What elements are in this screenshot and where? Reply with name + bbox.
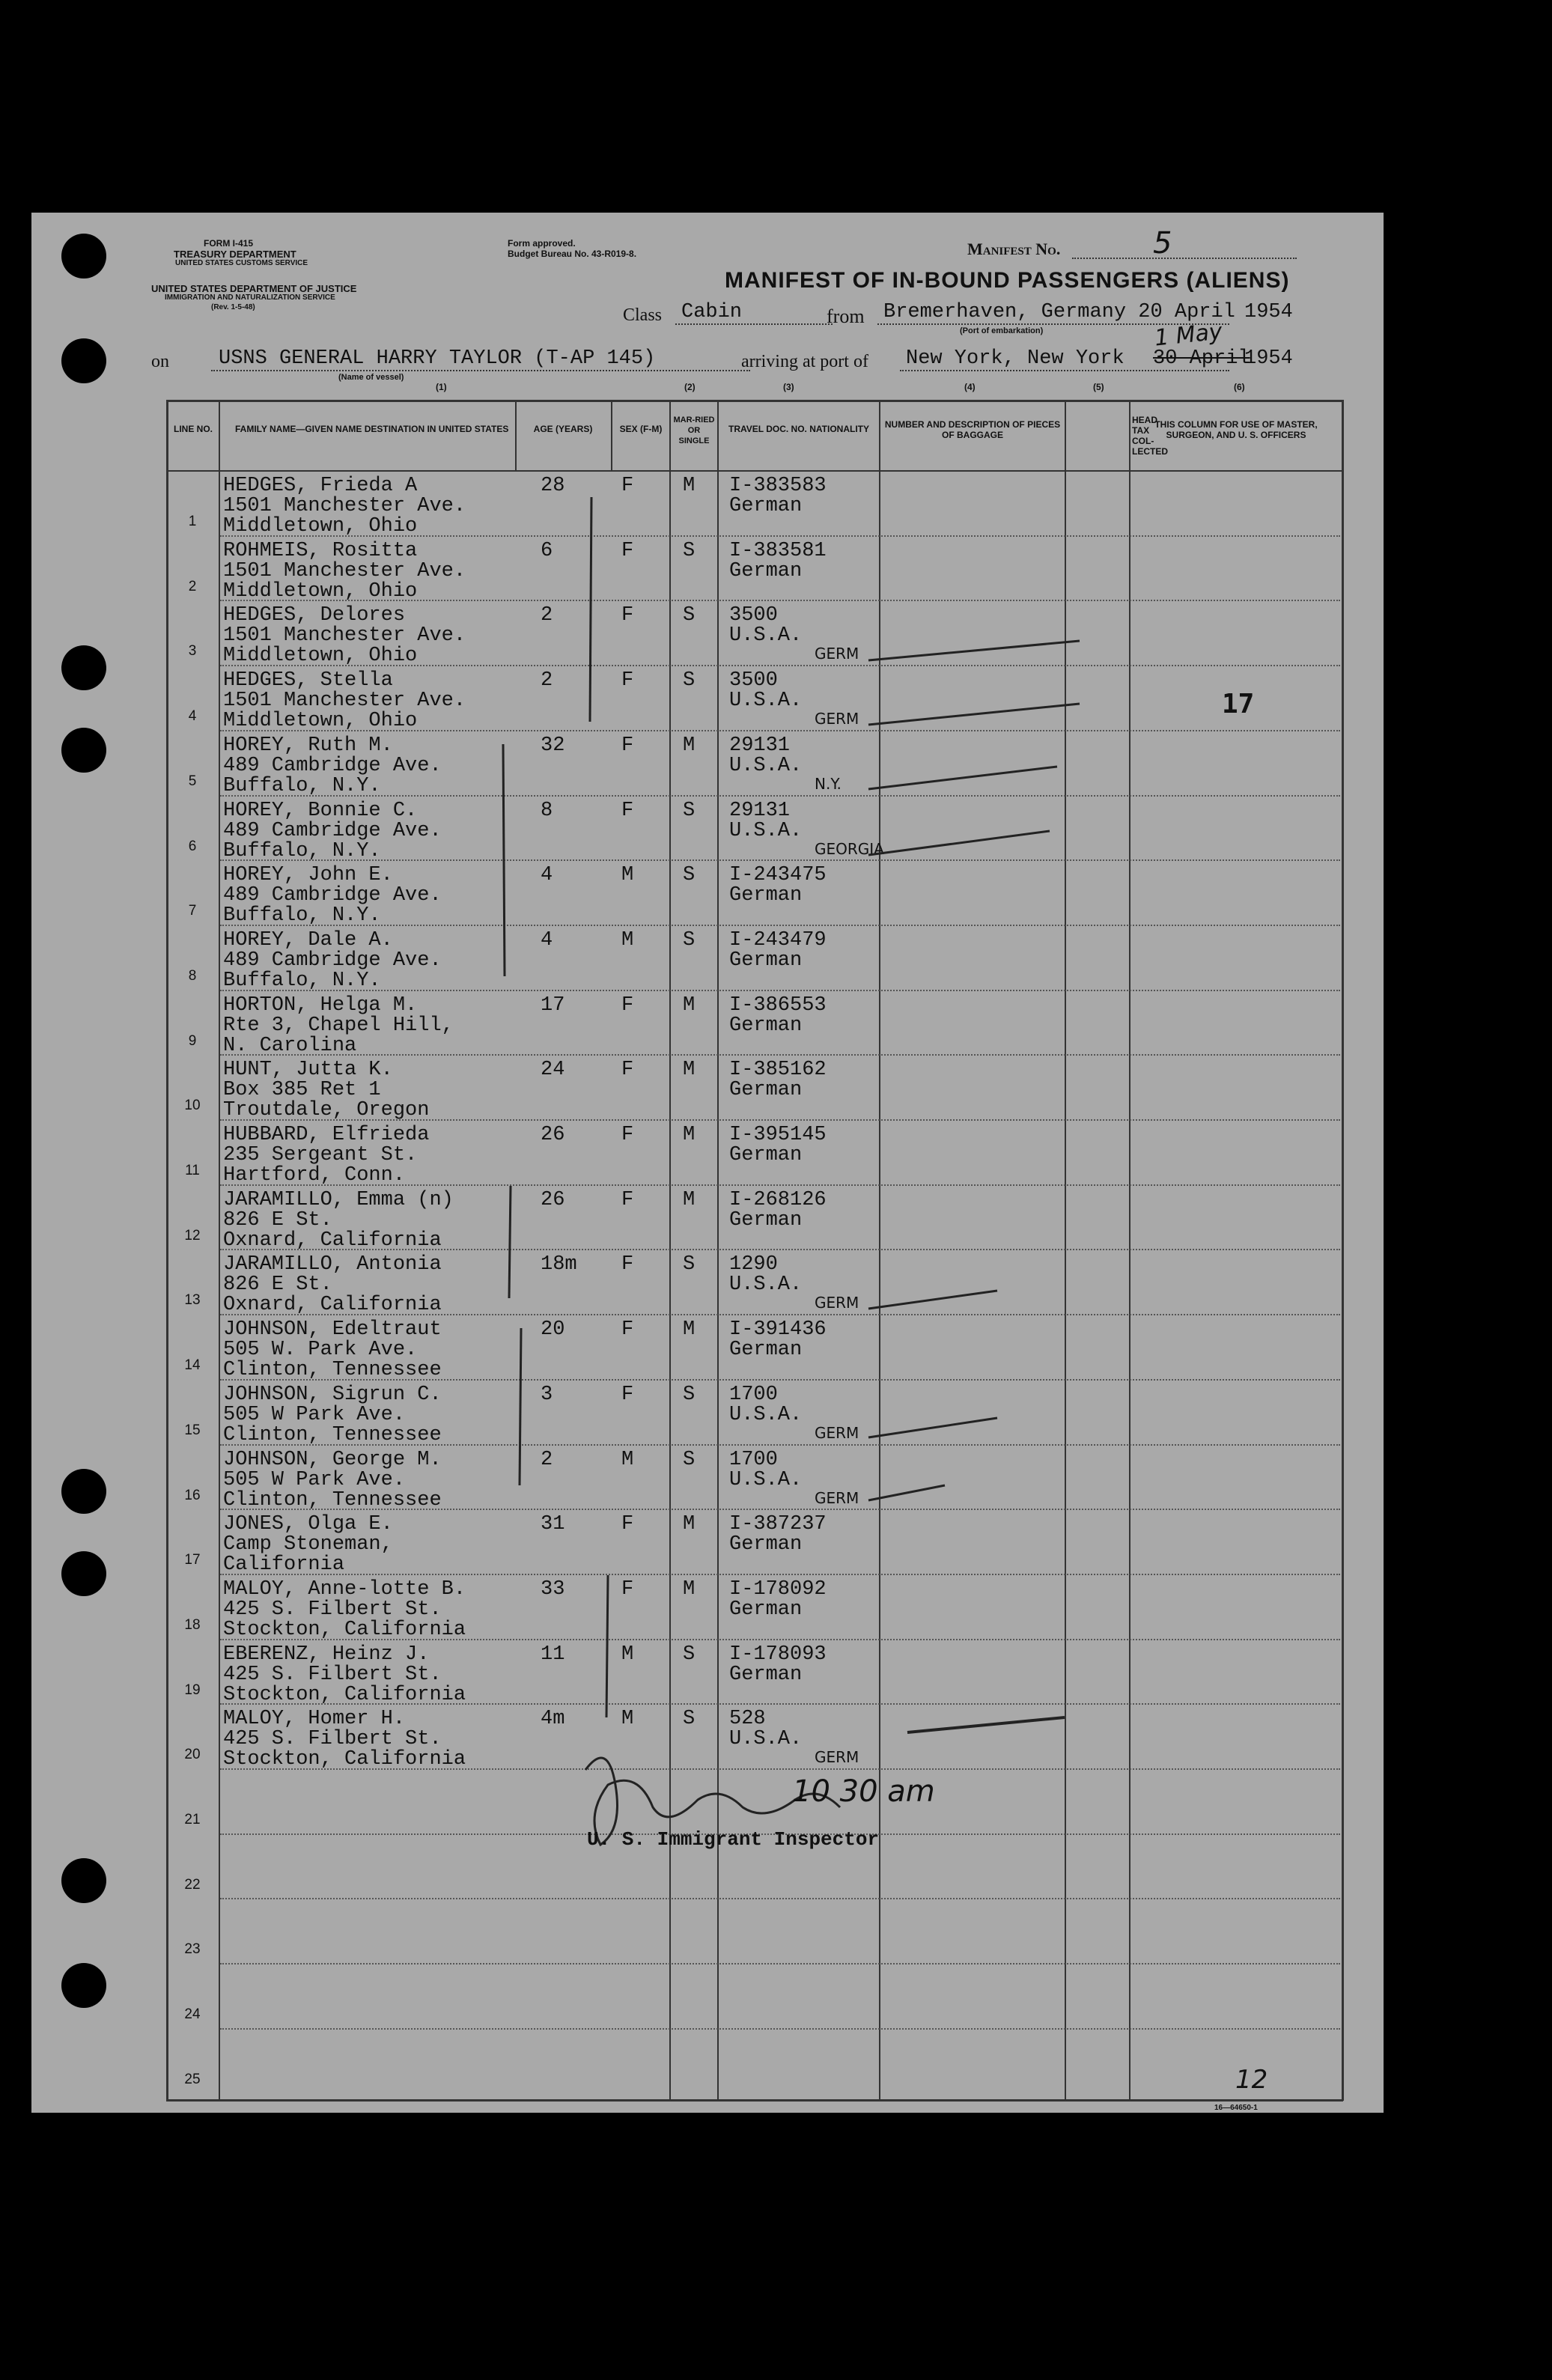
col-num-5: (5) bbox=[1093, 382, 1104, 392]
passenger-marital: M bbox=[683, 475, 696, 497]
passenger-name: HOREY, Ruth M. bbox=[223, 734, 393, 757]
travel-doc-number: I-386553 bbox=[729, 993, 827, 1017]
passenger-address: 505 W Park Ave. bbox=[223, 1468, 406, 1491]
passenger-age: 2 bbox=[541, 669, 553, 693]
row-line-number: 7 bbox=[188, 903, 197, 919]
col-header-age: AGE (YEARS) bbox=[533, 424, 593, 434]
handwritten-note: GERM bbox=[815, 645, 859, 663]
travel-doc-number: I-391436 bbox=[729, 1318, 827, 1342]
passenger-nationality: U.S.A. bbox=[729, 1728, 803, 1751]
passenger-name: HOREY, Dale A. bbox=[223, 928, 393, 952]
passenger-city: Middletown, Ohio bbox=[223, 515, 418, 538]
passenger-marital: S bbox=[683, 1253, 696, 1276]
travel-doc-number: I-178093 bbox=[729, 1643, 827, 1666]
passenger-city: Buffalo, N.Y. bbox=[223, 839, 381, 862]
passenger-address: Camp Stoneman, bbox=[223, 1533, 393, 1556]
passenger-nationality: German bbox=[729, 559, 803, 582]
col-num-6: (6) bbox=[1234, 382, 1245, 392]
passenger-address: 235 Sergeant St. bbox=[223, 1144, 418, 1166]
passenger-nationality: German bbox=[729, 1014, 803, 1037]
manifest-sheet: FORM I-415 TREASURY DEPARTMENT UNITED STATES CUSTOMS SERVICE UNITED STATES DEPARTMENT OF JUSTICE IMMIGRATION AND NATURALIZATION SERVICE (Rev. 1-5-48) Form approved. Budget Bureau No. 43-R019-8. Manifest No. 5 MANIFEST OF IN-BOUND PASSENGERS (ALIENS) Class Cabin from Bremerhaven, Germany 20 April 1954 (Port of embarkation) on USNS GENERAL HARRY TAYLOR (T-AP 145) (Name of vessel) arriving at port of New York, New York 30 April 1 May 1954 (1) (2) (3) (4) (5) (6) LINE NO. FAMILY NAME—GIVEN NAME DESTINATION IN UNITED STATES AGE (YEARS) SEX (F-M) MAR-RIED OR SINGLE TRAVEL DOC. NO. NATIONALITY NUMBER AND DESCRIPTION OF PIECES OF BAGGAGE HEAD TAX COL-LECTED THIS COLUMN FOR USE OF MASTER, SURGEON, AND U. S. OFFICERS 1 HEDGES, Frieda A 1501 Manchester Ave. Middletown, Ohio 28 F M I-383583 German 2 ROHMEIS, Rositta 1501 Manchester Ave. Middletown, Ohio 6 F S I-383581 German 3 HEDGES, Delores 1501 Manchester Ave. Middletown, Ohio 2 F S 3500 U.S.A. GERM 4 HEDGES, Stella 1501 Manchester Ave. Middletown, Ohio 2 F S 3500 U.S.A. GERM 5 HOREY, Ruth M. 489 Cambridge Ave. Buffalo, N.Y. 32 F M 29131 U.S.A. N.Y. 6 HOREY, Bonnie C. 489 Cambridge Ave. Buffalo, N.Y. 8 F S 29131 U.S.A. GEORGIA 7 HOREY, John E. 489 Cambridge Ave. Buffalo, N.Y. 4 M S I-243475 German 8 HOREY, Dale A. 489 Cambridge Ave. Buffalo, N.Y. 4 M S I-243479 German 9 HORTON, Helga M. Rte 3, Chapel Hill, N. Carolina 17 F M I-386553 German 10 HUNT, Jutta K. Box 385 Ret 1 Troutdale, Oregon 24 F M I-385162 German 11 HUBBARD, Elfrieda 235 Sergeant St. Hartford, Conn. 26 F M I-395145 German 12 JARAMILLO, Emma (n) 826 E St. Oxnard, California 26 F M I-268126 German 13 JARAMILLO, Antonia 826 E St. Oxnard, California 18m F S 1290 U.S.A. GERM 14 JOHNSON, Edeltraut 505 W. Park Ave. Clinton, Tennessee 20 F M I-391436 German 15 JOHNSON, Sigrun C. 505 W Park Ave. Clinton, Tennessee 3 F S 1700 U.S.A. GERM 16 JOHNSON, George M. 505 W Park Ave. Clinton, Tennessee 2 M S 1700 U.S.A. GERM 17 JONES, Olga E. Camp Stoneman, California 31 F M I-387237 German 18 MALOY, Anne-lotte B. 425 S. Filbert St. Stockton, California 33 F M I-178092 German 19 EBERENZ, Heinz J. 425 S. Filbert St. Stockton, California 11 M S I-178093 German 20 MALOY, Homer H. 425 S. Filbert St. Stockton, California 4m M S 528 U.S.A. GERM 21 22 23 24 25 17 10 30 am U. S. Immigrant Inspector 12 16—64650-1 bbox=[31, 213, 1384, 2113]
passenger-sex: F bbox=[621, 1383, 634, 1406]
arrival-date-handwritten: 1 May bbox=[1153, 318, 1224, 352]
passenger-city: Hartford, Conn. bbox=[223, 1164, 406, 1187]
row-line-number: 2 bbox=[188, 578, 197, 594]
class-value: Cabin bbox=[681, 301, 743, 323]
strike-mark bbox=[868, 641, 1080, 660]
arriving-label: arriving at port of bbox=[741, 352, 868, 371]
passenger-nationality: German bbox=[729, 1079, 803, 1102]
passenger-name: HORTON, Helga M. bbox=[223, 993, 418, 1017]
passenger-nationality: U.S.A. bbox=[729, 1403, 803, 1426]
passenger-city: Middletown, Ohio bbox=[223, 579, 418, 603]
passenger-address: Box 385 Ret 1 bbox=[223, 1079, 381, 1102]
passenger-sex: M bbox=[621, 1448, 634, 1471]
passenger-address: 1501 Manchester Ave. bbox=[223, 624, 466, 648]
passenger-age: 26 bbox=[541, 1124, 565, 1146]
passenger-address: 1501 Manchester Ave. bbox=[223, 495, 466, 517]
travel-doc-number: I-243475 bbox=[729, 864, 827, 887]
passenger-age: 8 bbox=[541, 799, 553, 822]
travel-doc-number: 3500 bbox=[729, 669, 778, 693]
passenger-address: 425 S. Filbert St. bbox=[223, 1663, 442, 1686]
passenger-age: 3 bbox=[541, 1383, 553, 1406]
passenger-nationality: German bbox=[729, 1598, 803, 1621]
passenger-name: JARAMILLO, Emma (n) bbox=[223, 1188, 454, 1211]
passenger-name: HUBBARD, Elfrieda bbox=[223, 1124, 430, 1146]
vessel-caption: (Name of vessel) bbox=[338, 373, 404, 382]
passenger-marital: S bbox=[683, 1708, 696, 1731]
passenger-marital: M bbox=[683, 734, 696, 757]
passenger-age: 4 bbox=[541, 928, 553, 952]
row-line-number: 8 bbox=[188, 967, 197, 984]
passenger-marital: S bbox=[683, 1643, 696, 1666]
arrival-date-struck: 30 April bbox=[1153, 347, 1250, 370]
col-header-officers: THIS COLUMN FOR USE OF MASTER, SURGEON, AND U. S. OFFICERS bbox=[1154, 419, 1318, 440]
passenger-age: 33 bbox=[541, 1577, 565, 1601]
passenger-name: HEDGES, Frieda A bbox=[223, 475, 418, 497]
from-label: from bbox=[827, 305, 865, 327]
passenger-sex: F bbox=[621, 475, 634, 497]
passenger-marital: M bbox=[683, 1124, 696, 1146]
travel-doc-number: I-268126 bbox=[729, 1188, 827, 1211]
passenger-name: EBERENZ, Heinz J. bbox=[223, 1643, 430, 1666]
col-num-3: (3) bbox=[783, 382, 794, 392]
travel-doc-number: 1700 bbox=[729, 1448, 778, 1471]
passenger-marital: S bbox=[683, 1448, 696, 1471]
col-header-line-no: LINE NO. bbox=[173, 424, 213, 434]
travel-doc-number: I-395145 bbox=[729, 1124, 827, 1146]
passenger-address: 826 E St. bbox=[223, 1208, 332, 1232]
passenger-marital: M bbox=[683, 1513, 696, 1536]
passenger-marital: M bbox=[683, 1318, 696, 1342]
travel-doc-number: I-387237 bbox=[729, 1513, 827, 1536]
bracket-mark bbox=[520, 1328, 521, 1485]
col-num-2: (2) bbox=[684, 382, 696, 392]
passenger-sex: F bbox=[621, 1253, 634, 1276]
passenger-marital: S bbox=[683, 928, 696, 952]
passenger-city: Clinton, Tennessee bbox=[223, 1488, 442, 1512]
row-line-number: 12 bbox=[184, 1227, 201, 1244]
passenger-sex: F bbox=[621, 1124, 634, 1146]
row-line-number: 16 bbox=[184, 1487, 201, 1503]
passenger-nationality: U.S.A. bbox=[729, 1273, 803, 1297]
row-line-number: 5 bbox=[188, 773, 197, 789]
passenger-sex: F bbox=[621, 1577, 634, 1601]
passenger-nationality: German bbox=[729, 949, 803, 972]
form-number: FORM I-415 bbox=[204, 238, 254, 249]
passenger-marital: S bbox=[683, 1383, 696, 1406]
passenger-sex: F bbox=[621, 669, 634, 693]
col-header-baggage: NUMBER AND DESCRIPTION OF PIECES OF BAGGAGE bbox=[884, 419, 1061, 440]
passenger-age: 11 bbox=[541, 1643, 565, 1666]
passenger-nationality: German bbox=[729, 1208, 803, 1232]
treasury-dept: TREASURY DEPARTMENT bbox=[174, 249, 296, 260]
passenger-sex: F bbox=[621, 539, 634, 562]
passenger-city: California bbox=[223, 1553, 345, 1577]
passenger-age: 17 bbox=[541, 993, 565, 1017]
row-line-number: 1 bbox=[188, 514, 197, 529]
passenger-marital: S bbox=[683, 799, 696, 822]
passenger-name: JOHNSON, Edeltraut bbox=[223, 1318, 442, 1342]
strike-mark bbox=[868, 1291, 997, 1309]
year-2: 1954 bbox=[1244, 347, 1293, 370]
passenger-name: HEDGES, Stella bbox=[223, 669, 393, 693]
passenger-marital: S bbox=[683, 669, 696, 693]
col-num-4: (4) bbox=[964, 382, 976, 392]
passenger-age: 18m bbox=[541, 1253, 577, 1276]
customs-service: UNITED STATES CUSTOMS SERVICE bbox=[175, 259, 308, 267]
row-line-number: 13 bbox=[184, 1292, 201, 1309]
passenger-address: 489 Cambridge Ave. bbox=[223, 819, 442, 842]
bracket-mark bbox=[606, 1575, 608, 1717]
travel-doc-number: I-178092 bbox=[729, 1577, 827, 1601]
page-mark: 12 bbox=[1235, 2065, 1268, 2095]
passenger-sex: M bbox=[621, 1708, 634, 1731]
strike-mark bbox=[868, 1418, 997, 1437]
passenger-city: Middletown, Ohio bbox=[223, 710, 418, 733]
row-line-number: 23 bbox=[184, 1941, 201, 1958]
passenger-sex: F bbox=[621, 1513, 634, 1536]
passenger-address: 1501 Manchester Ave. bbox=[223, 559, 466, 582]
passenger-city: N. Carolina bbox=[223, 1034, 357, 1057]
passenger-nationality: U.S.A. bbox=[729, 1468, 803, 1491]
passenger-address: 1501 Manchester Ave. bbox=[223, 690, 466, 713]
passenger-nationality: U.S.A. bbox=[729, 690, 803, 713]
passenger-city: Buffalo, N.Y. bbox=[223, 774, 381, 797]
passenger-nationality: German bbox=[729, 1144, 803, 1166]
row-line-number: 24 bbox=[184, 2006, 201, 2023]
passenger-name: HOREY, Bonnie C. bbox=[223, 799, 418, 822]
page-title: MANIFEST OF IN-BOUND PASSENGERS (ALIENS) bbox=[725, 268, 1290, 293]
passenger-nationality: U.S.A. bbox=[729, 819, 803, 842]
row-line-number: 4 bbox=[188, 708, 197, 725]
passenger-city: Oxnard, California bbox=[223, 1229, 442, 1252]
passenger-address: 505 W Park Ave. bbox=[223, 1403, 406, 1426]
arrival-port: New York, New York bbox=[906, 347, 1125, 370]
passenger-nationality: U.S.A. bbox=[729, 754, 803, 777]
passenger-nationality: German bbox=[729, 495, 803, 517]
passenger-marital: S bbox=[683, 604, 696, 627]
handwritten-note: N.Y. bbox=[815, 774, 842, 793]
passenger-age: 2 bbox=[541, 1448, 553, 1471]
col-header-married: MAR-RIED OR SINGLE bbox=[673, 416, 715, 445]
manifest-no-label: Manifest No. bbox=[967, 240, 1061, 258]
passenger-sex: F bbox=[621, 993, 634, 1017]
passenger-name: ROHMEIS, Rositta bbox=[223, 539, 418, 562]
passenger-nationality: German bbox=[729, 1533, 803, 1556]
row-line-number: 17 bbox=[184, 1552, 201, 1568]
passenger-address: 826 E St. bbox=[223, 1273, 332, 1297]
row-line-number: 19 bbox=[184, 1681, 201, 1698]
form-approved: Form approved. bbox=[508, 238, 576, 249]
col-num-1: (1) bbox=[436, 382, 447, 392]
passenger-marital: M bbox=[683, 993, 696, 1017]
handwritten-note: GERM bbox=[815, 1748, 859, 1767]
row-line-number: 25 bbox=[184, 2071, 201, 2087]
travel-doc-number: 29131 bbox=[729, 734, 791, 757]
strike-mark bbox=[868, 767, 1057, 789]
passenger-city: Buffalo, N.Y. bbox=[223, 969, 381, 992]
passenger-sex: F bbox=[621, 734, 634, 757]
passenger-nationality: German bbox=[729, 884, 803, 907]
passenger-address: 505 W. Park Ave. bbox=[223, 1339, 418, 1362]
row-line-number: 6 bbox=[188, 838, 197, 854]
handwritten-note: GERM bbox=[815, 1488, 859, 1507]
passenger-sex: F bbox=[621, 799, 634, 822]
passenger-city: Clinton, Tennessee bbox=[223, 1359, 442, 1382]
passenger-sex: F bbox=[621, 604, 634, 627]
travel-doc-number: 528 bbox=[729, 1708, 766, 1731]
passenger-nationality: German bbox=[729, 1663, 803, 1686]
row-line-number: 15 bbox=[184, 1422, 201, 1438]
col-header-name: FAMILY NAME—GIVEN NAME DESTINATION IN UNITED STATES bbox=[235, 424, 509, 434]
passenger-city: Buffalo, N.Y. bbox=[223, 904, 381, 928]
handwritten-note: GEORGIA bbox=[815, 839, 884, 858]
col-header-sex: SEX (F-M) bbox=[619, 424, 663, 434]
passenger-name: JOHNSON, George M. bbox=[223, 1448, 442, 1471]
passenger-nationality: German bbox=[729, 1339, 803, 1362]
passenger-sex: F bbox=[621, 1318, 634, 1342]
vessel-name: USNS GENERAL HARRY TAYLOR (T-AP 145) bbox=[219, 347, 656, 370]
passenger-marital: M bbox=[683, 1059, 696, 1082]
passenger-marital: M bbox=[683, 1577, 696, 1601]
passenger-address: 425 S. Filbert St. bbox=[223, 1728, 442, 1751]
class-label: Class bbox=[623, 305, 663, 325]
passenger-sex: M bbox=[621, 1643, 634, 1666]
handwritten-note: GERM bbox=[815, 1423, 859, 1442]
passenger-age: 4 bbox=[541, 864, 553, 887]
passenger-age: 6 bbox=[541, 539, 553, 562]
travel-doc-number: 3500 bbox=[729, 604, 778, 627]
passenger-city: Stockton, California bbox=[223, 1683, 466, 1706]
passenger-address: Rte 3, Chapel Hill, bbox=[223, 1014, 454, 1037]
passenger-name: JONES, Olga E. bbox=[223, 1513, 393, 1536]
travel-doc-number: 1290 bbox=[729, 1253, 778, 1276]
bracket-mark bbox=[509, 1186, 511, 1298]
row-line-number: 9 bbox=[188, 1032, 197, 1049]
passenger-age: 31 bbox=[541, 1513, 565, 1536]
passenger-name: HEDGES, Delores bbox=[223, 604, 406, 627]
passenger-city: Clinton, Tennessee bbox=[223, 1423, 442, 1446]
bracket-mark bbox=[590, 497, 591, 722]
officer-count: 17 bbox=[1222, 689, 1255, 719]
passenger-name: JARAMILLO, Antonia bbox=[223, 1253, 442, 1276]
passenger-city: Oxnard, California bbox=[223, 1294, 442, 1317]
passenger-city: Troutdale, Oregon bbox=[223, 1099, 430, 1122]
row-line-number: 3 bbox=[188, 643, 197, 660]
rev-date: (Rev. 1-5-48) bbox=[211, 303, 255, 311]
travel-doc-number: I-383581 bbox=[729, 539, 827, 562]
passenger-address: 489 Cambridge Ave. bbox=[223, 884, 442, 907]
passenger-sex: M bbox=[621, 864, 634, 887]
handwritten-note: GERM bbox=[815, 1294, 859, 1312]
travel-doc-number: 1700 bbox=[729, 1383, 778, 1406]
passenger-name: MALOY, Homer H. bbox=[223, 1708, 406, 1731]
travel-doc-number: I-383583 bbox=[729, 475, 827, 497]
passenger-nationality: U.S.A. bbox=[729, 624, 803, 648]
inspector-time: 10 30 am bbox=[792, 1774, 935, 1809]
passenger-marital: S bbox=[683, 864, 696, 887]
footer-code: 16—64650-1 bbox=[1214, 2104, 1258, 2112]
ins-service: IMMIGRATION AND NATURALIZATION SERVICE bbox=[165, 293, 335, 302]
row-line-number: 21 bbox=[184, 1812, 201, 1827]
travel-doc-number: I-243479 bbox=[729, 928, 827, 952]
year-1: 1954 bbox=[1244, 301, 1293, 323]
strike-mark bbox=[907, 1717, 1065, 1732]
justice-dept: UNITED STATES DEPARTMENT OF JUSTICE bbox=[151, 283, 357, 294]
passenger-sex: F bbox=[621, 1059, 634, 1082]
passenger-name: MALOY, Anne-lotte B. bbox=[223, 1577, 466, 1601]
strike-mark bbox=[868, 831, 1050, 855]
passenger-address: 425 S. Filbert St. bbox=[223, 1598, 442, 1621]
passenger-age: 4m bbox=[541, 1708, 565, 1731]
port-embark-caption: (Port of embarkation) bbox=[960, 326, 1044, 335]
from-value: Bremerhaven, Germany 20 April bbox=[883, 301, 1235, 323]
passenger-address: 489 Cambridge Ave. bbox=[223, 949, 442, 972]
passenger-age: 20 bbox=[541, 1318, 565, 1342]
passenger-sex: F bbox=[621, 1188, 634, 1211]
passenger-age: 24 bbox=[541, 1059, 565, 1082]
travel-doc-number: I-385162 bbox=[729, 1059, 827, 1082]
passenger-name: HUNT, Jutta K. bbox=[223, 1059, 393, 1082]
travel-doc-number: 29131 bbox=[729, 799, 791, 822]
budget-bureau: Budget Bureau No. 43-R019-8. bbox=[508, 249, 637, 259]
bracket-mark bbox=[503, 744, 505, 976]
row-line-number: 10 bbox=[184, 1098, 201, 1114]
passenger-city: Stockton, California bbox=[223, 1618, 466, 1641]
row-line-number: 11 bbox=[185, 1163, 200, 1178]
handwritten-note: GERM bbox=[815, 710, 859, 728]
passenger-name: JOHNSON, Sigrun C. bbox=[223, 1383, 442, 1406]
passenger-city: Stockton, California bbox=[223, 1748, 466, 1771]
manifest-no-value: 5 bbox=[1153, 226, 1172, 261]
row-line-number: 18 bbox=[184, 1616, 201, 1633]
row-line-number: 22 bbox=[184, 1876, 201, 1893]
passenger-age: 32 bbox=[541, 734, 565, 757]
passenger-marital: M bbox=[683, 1188, 696, 1211]
passenger-age: 26 bbox=[541, 1188, 565, 1211]
strike-mark bbox=[868, 1485, 945, 1500]
on-label: on bbox=[151, 352, 169, 371]
row-line-number: 14 bbox=[184, 1357, 201, 1374]
passenger-city: Middletown, Ohio bbox=[223, 645, 418, 668]
passenger-age: 2 bbox=[541, 604, 553, 627]
passenger-address: 489 Cambridge Ave. bbox=[223, 754, 442, 777]
passenger-name: HOREY, John E. bbox=[223, 864, 393, 887]
inspector-label: U. S. Immigrant Inspector bbox=[587, 1828, 880, 1851]
passenger-marital: S bbox=[683, 539, 696, 562]
col-header-travel-doc: TRAVEL DOC. NO. NATIONALITY bbox=[728, 424, 869, 434]
passenger-sex: M bbox=[621, 928, 634, 952]
row-line-number: 20 bbox=[184, 1747, 201, 1763]
strike-mark bbox=[868, 704, 1080, 725]
passenger-age: 28 bbox=[541, 475, 565, 497]
